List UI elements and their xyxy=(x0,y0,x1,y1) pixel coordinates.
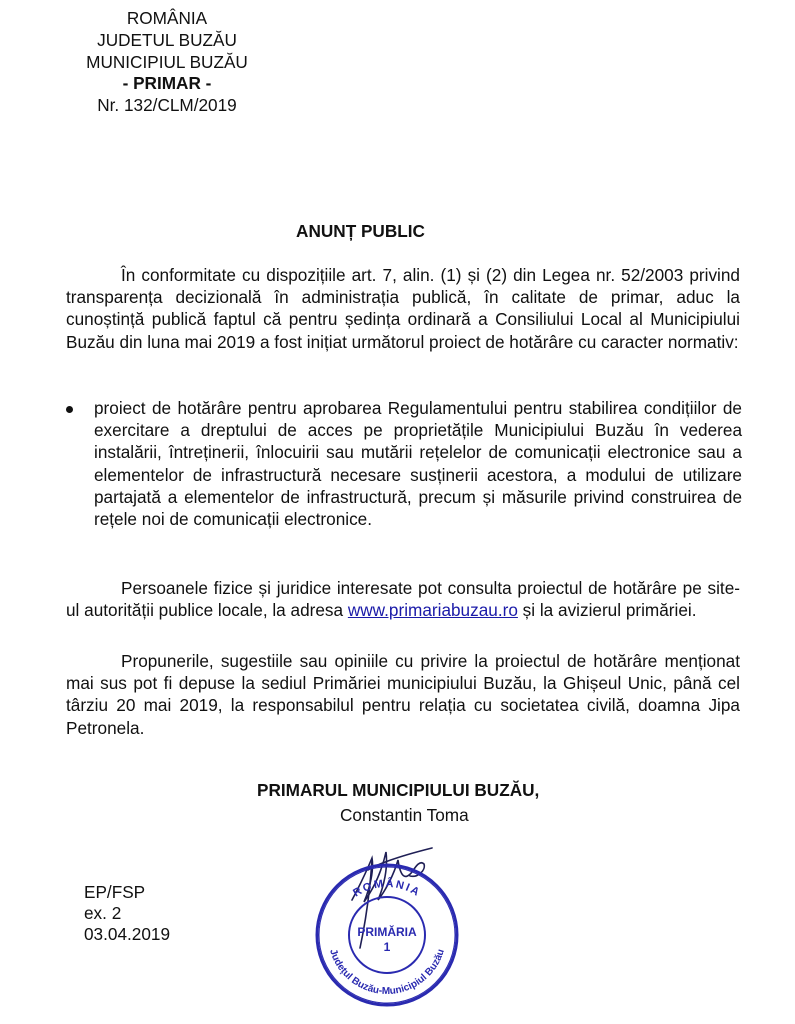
document-footer xyxy=(84,882,170,945)
consult-text-after: și la avizierul primăriei. xyxy=(517,600,697,621)
stamp-top-text: ROMÂNIA xyxy=(351,877,423,900)
header-office: - PRIMAR - xyxy=(122,73,212,94)
consult-text-before: Persoanele fizice și juridice interesate pot consulta proiectul de hotărâre pe site-ul autorității publice locale, la adresa xyxy=(66,578,740,621)
document-header xyxy=(52,8,282,117)
footer-copies: ex. 2 xyxy=(84,903,122,923)
signature-name: Constantin Toma xyxy=(340,805,469,825)
stamp-number: 1 xyxy=(383,940,391,954)
header-county: JUDETUL BUZĂU xyxy=(97,29,237,50)
stamp-bottom-text: Județul Buzău-Municipiul Buzău xyxy=(327,947,447,998)
bullet-icon xyxy=(66,406,73,413)
header-municipality: MUNICIPIUL BUZĂU xyxy=(86,51,248,72)
footer-reference: EP/FSP xyxy=(84,882,146,902)
intro-text: În conformitate cu dispozițiile art. 7, alin. (1) și (2) din Legea nr. 52/2003 privind transparența decizională în administrația publică, în calitate de primar, aduc la cunoștință publică faptul că pentru ședința ordinară a Consiliului Local al Municipiului Buzău din luna mai 2019 a fost inițiat următorul proiect de hotărâre cu caracter normativ: xyxy=(66,265,740,352)
header-country: ROMÂNIA xyxy=(126,8,208,28)
official-stamp xyxy=(312,830,462,1020)
consult-paragraph xyxy=(66,577,740,621)
header-registration-number: Nr. 132/CLM/2019 xyxy=(97,95,237,116)
stamp-center-text: PRIMĂRIA xyxy=(357,925,417,939)
intro-paragraph xyxy=(66,264,740,353)
signature-title: PRIMARUL MUNICIPIULUI BUZĂU, xyxy=(257,780,540,800)
bullet-item-text: proiect de hotărâre pentru aprobarea Regulamentului pentru stabilirea condițiilor de exercitare a dreptului de acces pe proprietățile Municipiului Buzău în vederea instalării, întreținerii, înlocuirii sau mutării rețelelor de comunicații electronice sau a elementelor de infrastructură necesare susținerii acestora, a modului de utilizare partajată a elementelor de infrastructură, precum și măsurile privind construirea de rețele noi de comunicații electronice. xyxy=(94,398,742,530)
proposals-paragraph xyxy=(66,650,740,739)
document-title: ANUNȚ PUBLIC xyxy=(296,221,425,241)
proposals-text: Propunerile, sugestiile sau opiniile cu privire la proiectul de hotărâre menționat mai sus pot fi depuse la sediul Primăriei municipiului Buzău, la Ghișeul Unic, până cel târziu 20 mai 2019, la responsabilul pentru relația cu societatea civilă, doamna Jipa Petronela. xyxy=(66,651,740,738)
footer-date: 03.04.2019 xyxy=(84,924,171,944)
website-link[interactable]: www.primariabuzau.ro xyxy=(347,600,518,621)
